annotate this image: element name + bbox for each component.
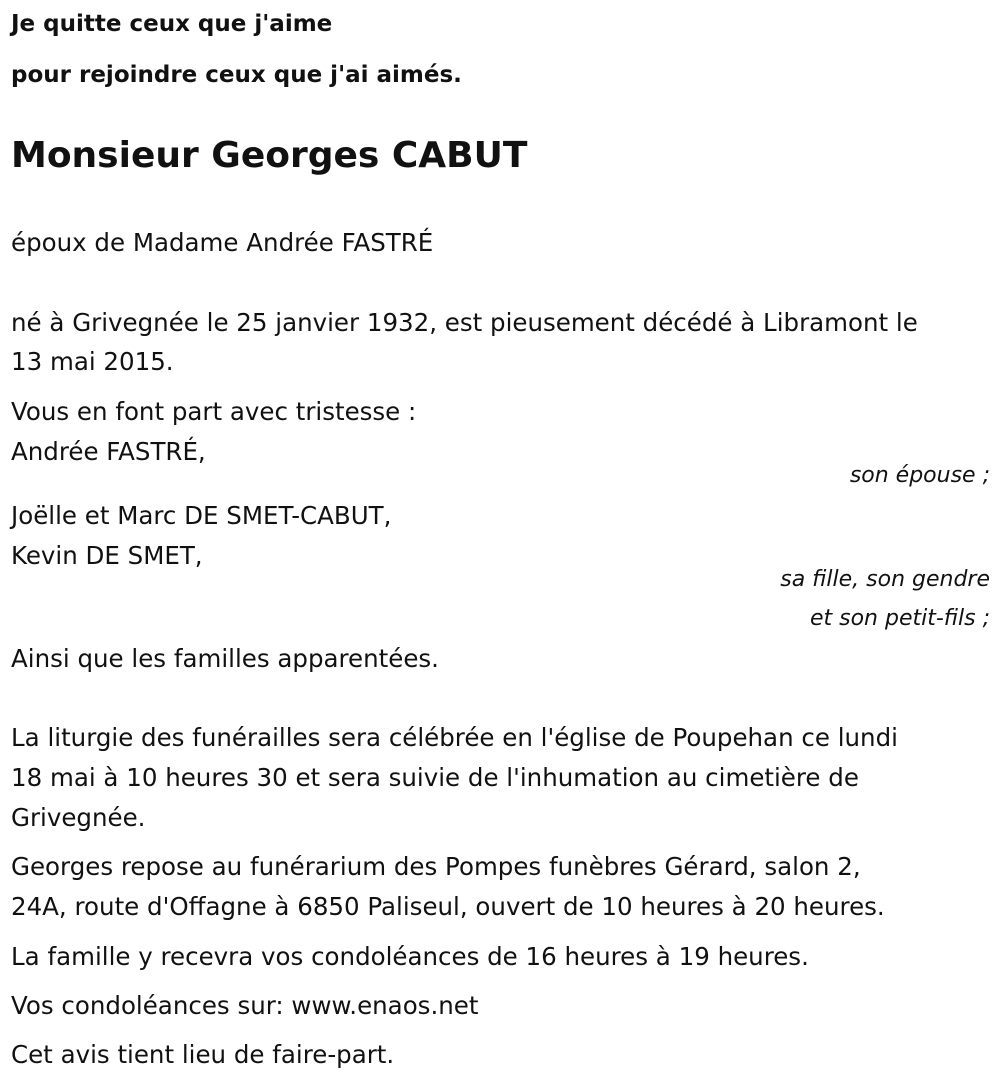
announcers-intro: Vous en font part avec tristesse :: [11, 397, 417, 426]
closing-line: Cet avis tient lieu de faire-part.: [11, 1040, 395, 1069]
birth-death-line-2: 13 mai 2015.: [11, 347, 174, 376]
announcer-name: Andrée FASTRÉ,: [11, 437, 206, 466]
deceased-name: Monsieur Georges CABUT: [11, 135, 528, 176]
liturgy-line: Grivegnée.: [11, 803, 146, 832]
spouse-line: époux de Madame Andrée FASTRÉ: [11, 228, 434, 257]
other-families: Ainsi que les familles apparentées.: [11, 644, 439, 673]
epigraph-line-1: Je quitte ceux que j'aime: [11, 11, 333, 37]
announcer-relation: et son petit-fils ;: [809, 606, 990, 631]
epigraph-line-2: pour rejoindre ceux que j'ai aimés.: [11, 62, 462, 88]
announcer-relation: sa fille, son gendre: [780, 567, 990, 592]
liturgy-line: 18 mai à 10 heures 30 et sera suivie de l'inhumation au cimetière de: [11, 763, 859, 792]
liturgy-line: La liturgie des funérailles sera célébrée en l'église de Poupehan ce lundi: [11, 723, 898, 752]
condolences-online: Vos condoléances sur: www.enaos.net: [11, 991, 479, 1020]
repose-line: Georges repose au funérarium des Pompes funèbres Gérard, salon 2,: [11, 852, 861, 881]
condolences-hours: La famille y recevra vos condoléances de 16 heures à 19 heures.: [11, 942, 809, 971]
announcer-name: Kevin DE SMET,: [11, 541, 203, 570]
birth-death-line-1: né à Grivegnée le 25 janvier 1932, est pieusement décédé à Libramont le: [11, 308, 918, 337]
repose-line: 24A, route d'Offagne à 6850 Paliseul, ouvert de 10 heures à 20 heures.: [11, 892, 885, 921]
announcer-relation: son épouse ;: [849, 463, 990, 488]
announcer-name: Joëlle et Marc DE SMET-CABUT,: [11, 501, 392, 530]
